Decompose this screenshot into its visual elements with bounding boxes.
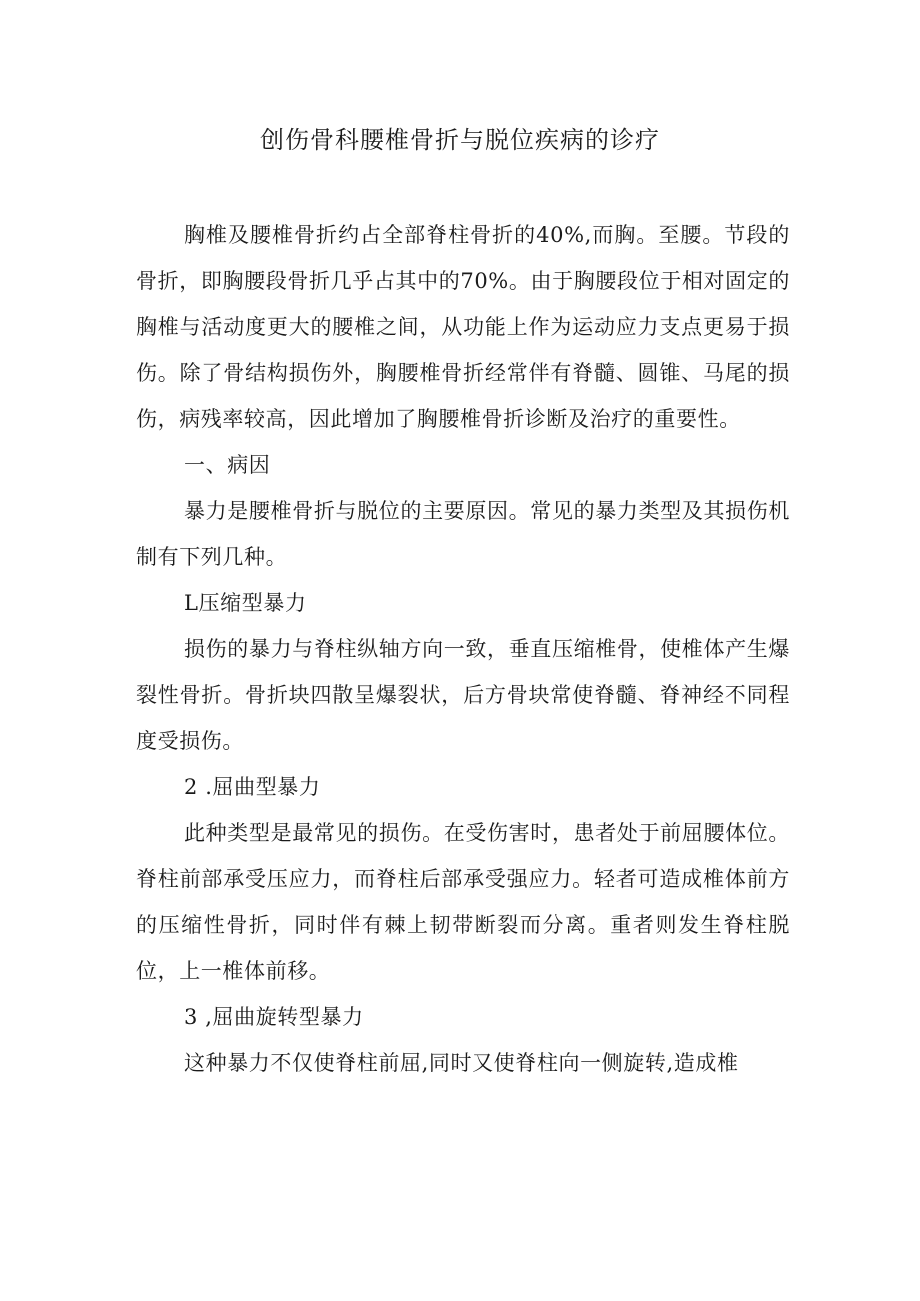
paragraph-compression: 损伤的暴力与脊柱纵轴方向一致，垂直压缩椎骨，使椎体产生爆裂性骨折。骨折块四散呈爆裂状，后方骨块常使脊髓、脊神经不同程度受损伤。 xyxy=(136,637,790,753)
section-heading-cause: 一、病因 xyxy=(184,453,271,477)
document-body xyxy=(136,212,790,1086)
paragraph-cause-intro: 暴力是腰椎骨折与脱位的主要原因。常见的暴力类型及其损伤机制有下列几种。 xyxy=(136,499,790,569)
subheading-flexion-rotation: 3 ,屈曲旋转型暴力 xyxy=(184,1005,364,1029)
paragraph-flexion-rotation: 这种暴力不仅使脊柱前屈,同时又使脊柱向一侧旋转,造成椎 xyxy=(184,1051,739,1075)
subheading-compression: L压缩型暴力 xyxy=(184,591,307,615)
document-title: 创伤骨科腰椎骨折与脱位疾病的诊疗 xyxy=(260,126,660,154)
subheading-flexion: 2 .屈曲型暴力 xyxy=(184,775,321,799)
paragraph-intro: 胸椎及腰椎骨折约占全部脊柱骨折的40%,而胸。至腰。节段的骨折，即胸腰段骨折几乎占其中的70%。由于胸腰段位于相对固定的胸椎与活动度更大的腰椎之间，从功能上作为运动应力支点更易于损伤。除了骨结构损伤外，胸腰椎骨折经常伴有脊髓、圆锥、马尾的损伤，病残率较高，因此增加了胸腰椎骨折诊断及治疗的重要性。 xyxy=(136,223,790,431)
paragraph-flexion: 此种类型是最常见的损伤。在受伤害时，患者处于前屈腰体位。脊柱前部承受压应力，而脊柱后部承受强应力。轻者可造成椎体前方的压缩性骨折，同时伴有棘上韧带断裂而分离。重者则发生脊柱脱位，上一椎体前移。 xyxy=(136,821,790,983)
